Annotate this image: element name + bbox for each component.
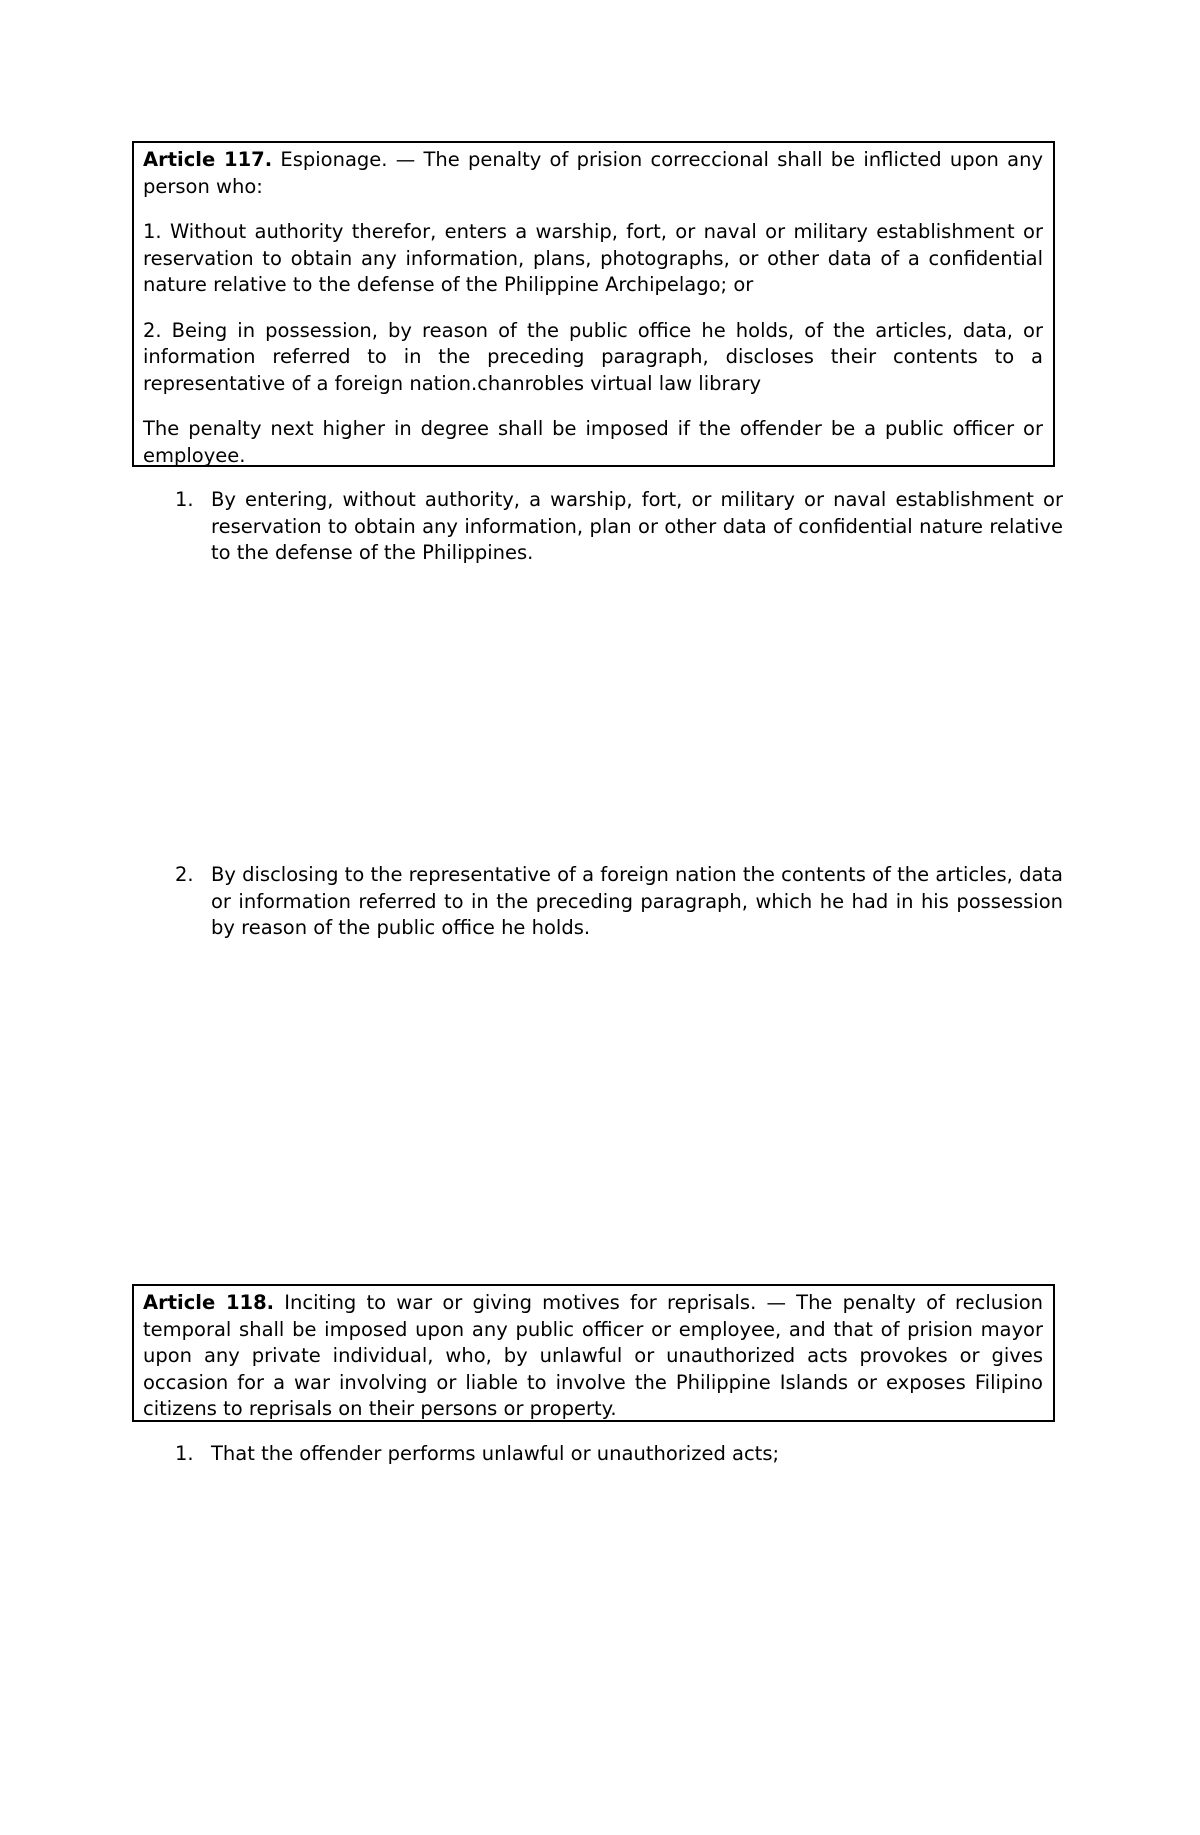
article-118-elements-list bbox=[0, 1441, 1063, 1468]
list-item bbox=[0, 862, 1063, 942]
list-item-number: 1. bbox=[175, 1442, 194, 1465]
article-117-elements-list-1 bbox=[0, 487, 1063, 567]
article-117-label: Article 117. bbox=[143, 148, 273, 171]
article-117-box bbox=[132, 141, 1055, 467]
list-item-number: 1. bbox=[175, 488, 194, 511]
article-118-body: Inciting to war or giving motives for reprisals. — The penalty of reclusion temporal shall be imposed upon any public officer or employee, and that of prision mayor upon any private individual, who, by unlawful or unauthorized acts provokes or gives occasion for a war involving or liable to involve the Philippine Islands or exposes Filipino citizens to reprisals on their persons or property. bbox=[143, 1291, 1043, 1420]
article-117-paragraph-2: 2. Being in possession, by reason of the public office he holds, of the articles, data, or information referred to in the preceding paragraph, discloses their contents to a representative of a foreign nation.chanrobles virtual law library bbox=[143, 318, 1043, 395]
article-117-paragraph-1: 1. Without authority therefor, enters a warship, fort, or naval or military establishment or reservation to obtain any information, plans, photographs, or other data of a confidential nature relative to the defense of the Philippine Archipelago; or bbox=[143, 220, 1043, 296]
list-item-text: That the offender performs unlawful or unauthorized acts; bbox=[211, 1442, 780, 1465]
article-117-paragraph-3: The penalty next higher in degree shall be imposed if the offender be a public officer or employee. bbox=[143, 417, 1043, 467]
article-117-heading bbox=[143, 147, 1043, 200]
list-item bbox=[0, 487, 1063, 567]
list-item-text: By entering, without authority, a warship, fort, or military or naval establishment or reservation to obtain any information, plan or other data of confidential nature relative to the defense of the Philippines. bbox=[211, 488, 1063, 564]
article-117-elements-list-2 bbox=[0, 862, 1063, 942]
list-item-text: By disclosing to the representative of a foreign nation the contents of the articles, data or information referred to in the preceding paragraph, which he had in his possession by reason of the public office he holds. bbox=[211, 863, 1063, 939]
list-item bbox=[0, 1441, 1063, 1468]
article-118-label: Article 118. bbox=[143, 1291, 275, 1314]
article-117-heading-text: Espionage. — The penalty of prision correccional shall be inflicted upon any person who: bbox=[143, 148, 1043, 198]
list-item-number: 2. bbox=[175, 863, 194, 886]
article-118-text bbox=[143, 1290, 1043, 1423]
article-118-box bbox=[132, 1284, 1055, 1422]
